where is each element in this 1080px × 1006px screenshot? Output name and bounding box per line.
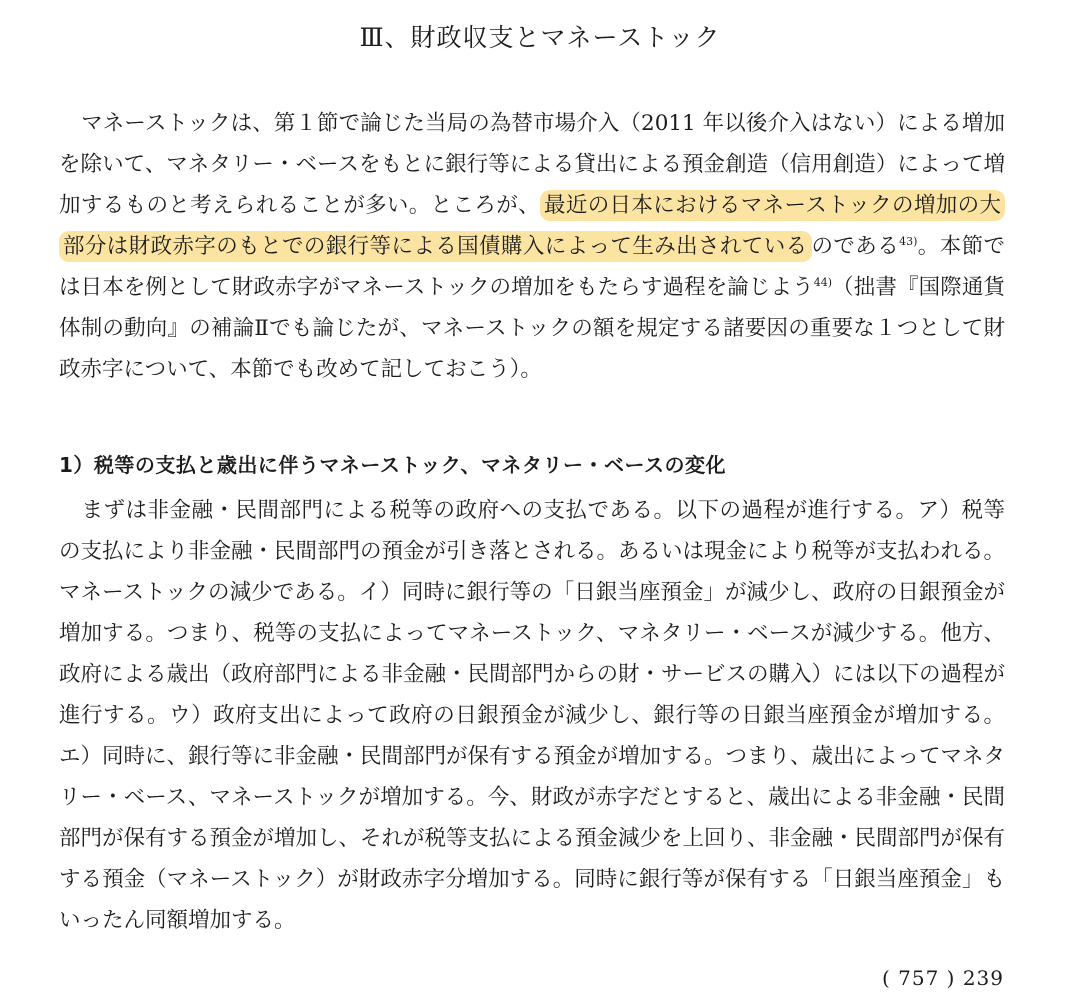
intro-paragraph [59, 103, 1005, 390]
footnote-ref-44: 44) [813, 276, 833, 289]
page-number: ( 757 ) 239 [881, 966, 1004, 990]
intro-text-end: （拙書『国際通貨体制の動向』の補論Ⅱでも論じたが、マネーストックの額を規定する諸要因の重要な１つとして財政赤字について、本節でも改めて記しておこう）。 [59, 275, 1005, 382]
footnote-ref-43: 43) [899, 235, 918, 248]
body-paragraph [59, 490, 1005, 941]
body-paragraph-text: まずは非金融・民間部門による税等の政府への支払である。以下の過程が進行する。ア）税等の支払により非金融・民間部門の預金が引き落とされる。あるいは現金により税等が支払われる。マネーストックの減少である。イ）同時に銀行等の「日銀当座預金」が減少し、政府の日銀預金が増加する。つまり、税等の支払によってマネーストック、マネタリー・ベースが減少する。他方、政府による歳出（政府部門による非金融・民間部門からの財・サービスの購入）には以下の過程が進行する。ウ）政府支出によって政府の日銀預金が減少し、銀行等の日銀当座預金が増加する。エ）同時に、銀行等に非金融・民間部門が保有する預金が増加する。つまり、歳出によってマネタリー・ベース、マネーストックが増加する。今、財政が赤字だとすると、歳出による非金融・民間部門が保有する預金が増加し、それが税等支払による預金減少を上回り、非金融・民間部門が保有する預金（マネーストック）が財政赤字分増加する。同時に銀行等が保有する「日銀当座預金」もいったん同額増加する。 [59, 498, 1006, 933]
section-title: Ⅲ、財政収支とマネーストック [359, 23, 721, 52]
intro-text-before-highlight: マネーストックは、第１節で論じた当局の為替市場介入（2011 年以後介入はない）による増加を除いて、マネタリー・ベースをもとに銀行等による貸出による預金創造（信用創造）によって増加するものと考えられることが多い。ところが、 [59, 111, 1005, 218]
highlighted-passage: 最近の日本におけるマネーストックの増加の大部分は財政赤字のもとでの銀行等による国債購入によって生み出されている [59, 190, 1005, 262]
subsection-heading: 1）税等の支払と歳出に伴うマネーストック、マネタリー・ベースの変化 [59, 453, 727, 477]
intro-text-after-highlight: のである [811, 234, 900, 259]
intro-text-middle: 。本節では日本を例として財政赤字がマネーストックの増加をもたらす過程を論じよう [59, 234, 1005, 300]
